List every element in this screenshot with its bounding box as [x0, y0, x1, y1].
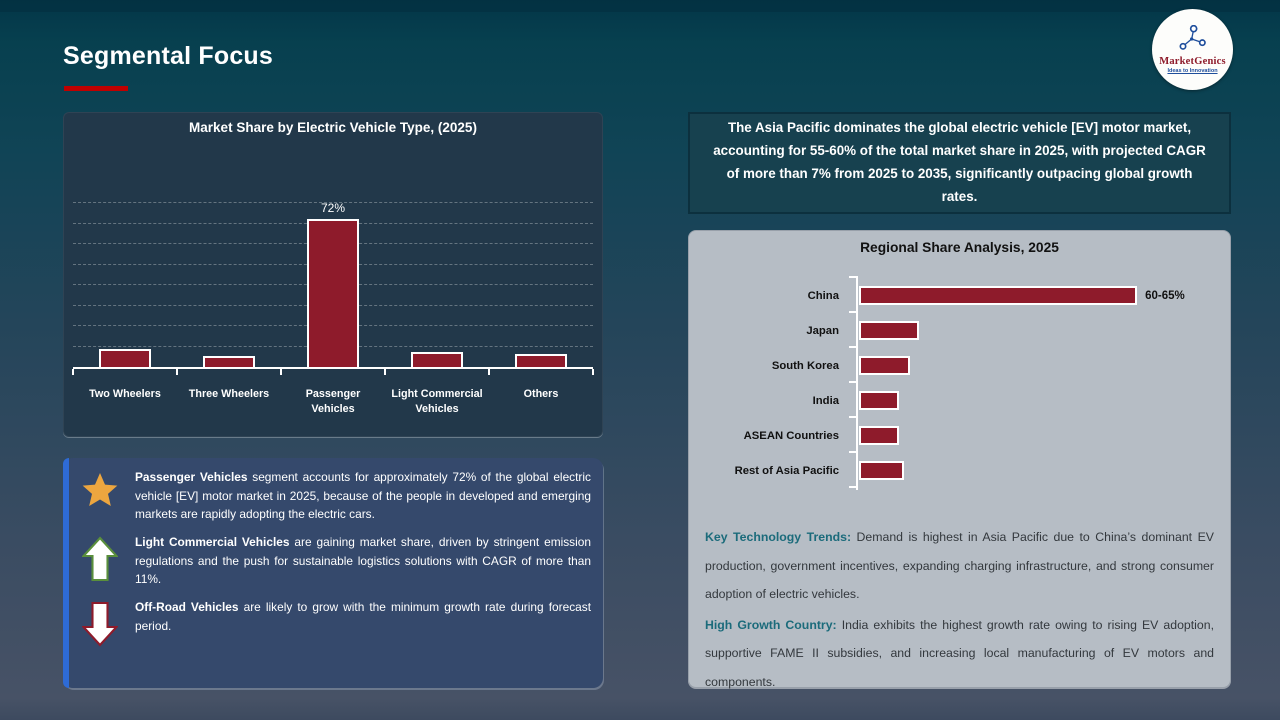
regional-chart: [689, 278, 1230, 488]
bar-4: [411, 352, 463, 367]
ev-type-x-labels: [73, 379, 593, 416]
x-axis-label: Two Wheelers: [89, 388, 161, 400]
regional-chart-title: Regional Share Analysis, 2025: [860, 240, 1059, 255]
ev-type-chart-title: Market Share by Electric Vehicle Type, (2025): [189, 120, 477, 135]
bar-column-4: [385, 203, 489, 367]
bar-column-3: [281, 203, 385, 367]
axis-tick: [849, 486, 856, 488]
bar-column-5: [489, 203, 593, 367]
axis-tick: [72, 369, 74, 375]
y-axis-line: [856, 276, 858, 490]
x-axis-label: Light Commercial Vehicles: [391, 388, 483, 415]
ev-type-plot: [73, 203, 593, 369]
region-label: India: [812, 394, 839, 407]
region-row-3: [689, 348, 1230, 383]
region-bar: [859, 356, 910, 375]
region-row-4: [689, 383, 1230, 418]
regional-notes: [705, 523, 1214, 698]
axis-tick: [384, 369, 386, 375]
apac-headline-text: The Asia Pacific dominates the global electric vehicle [EV] motor market, accounting for 55-60% of the total market share in 2025, with projected CAGR of more than 7% from 2025 to 2035, significantly outpacing global growth rates.: [713, 120, 1206, 204]
regional-panel: [688, 230, 1231, 688]
axis-tick: [488, 369, 490, 375]
apac-headline-box: [688, 112, 1231, 214]
arrow-up-icon: [79, 533, 121, 582]
logo: [1152, 9, 1233, 90]
molecule-icon: [1176, 25, 1210, 55]
bar-5: [515, 354, 567, 367]
bar-column-1: [73, 203, 177, 367]
axis-tick: [849, 381, 856, 383]
axis-tick: [849, 276, 856, 278]
region-bar: [859, 461, 904, 480]
region-label: Japan: [806, 324, 839, 337]
region-row-5: [689, 418, 1230, 453]
region-label: South Korea: [771, 359, 839, 372]
logo-tagline: Ideas to Innovation: [1167, 68, 1218, 74]
axis-tick: [280, 369, 282, 375]
region-bar: [859, 426, 899, 445]
insight-box: [63, 458, 603, 688]
axis-tick: [849, 346, 856, 348]
region-row-6: [689, 453, 1230, 488]
x-axis-label: Others: [523, 388, 559, 400]
bar-column-2: [177, 203, 281, 367]
region-bar: [859, 391, 899, 410]
axis-tick: [849, 451, 856, 453]
region-bar: [859, 321, 919, 340]
insight-text: Off-Road Vehicles are likely to grow with the minimum growth rate during forecast period.: [135, 600, 591, 633]
star-icon: [79, 468, 121, 511]
insight-accent-stripe: [63, 458, 69, 688]
bar-2: [203, 356, 255, 367]
insight-items: [79, 468, 591, 647]
data-label: 72%: [320, 201, 346, 216]
insight-item-3: [79, 598, 591, 647]
data-label: 60-65%: [1145, 289, 1185, 302]
axis-tick: [176, 369, 178, 375]
region-label: ASEAN Countries: [743, 429, 839, 442]
x-axis-label: Passenger Vehicles: [305, 388, 361, 415]
top-strip: [0, 0, 1280, 12]
insight-item-1: [79, 468, 591, 524]
axis-tick: [849, 311, 856, 313]
region-label: Rest of Asia Pacific: [734, 464, 839, 477]
x-axis-label: Three Wheelers: [188, 388, 270, 400]
region-bar: [859, 286, 1137, 305]
arrow-down-icon: [79, 598, 121, 647]
logo-name: MarketGenics: [1159, 56, 1226, 67]
region-row-1: [689, 278, 1230, 313]
axis-tick: [849, 416, 856, 418]
title-underline: [64, 86, 128, 91]
axis-tick: [592, 369, 594, 375]
page-title: Segmental Focus: [63, 42, 273, 70]
insight-text: Light Commercial Vehicles are gaining market share, driven by stringent emission regulations and the push for sustainable logistics solutions with CAGR of more than 11%.: [135, 535, 591, 587]
ev-type-chart-panel: [63, 112, 603, 437]
insight-item-2: [79, 533, 591, 589]
bar-1: [99, 349, 151, 367]
region-row-2: [689, 313, 1230, 348]
insight-text: Passenger Vehicles segment accounts for approximately 72% of the global electric vehicle [EV] motor market in 2025, because of the people in developed and emerging markets are rapidly adopting the electric cars.: [135, 470, 591, 522]
note-1: Key Technology Trends: Demand is highest in Asia Pacific due to China’s dominant EV production, government incentives, expanding charging infrastructure, and strong consumer adoption of electric vehicles.: [705, 530, 1214, 602]
region-label: China: [807, 289, 839, 302]
note-2: High Growth Country: India exhibits the highest growth rate owing to rising EV adoption, supportive FAME II subsidies, and increasing local manufacturing of EV motors and components.: [705, 617, 1214, 689]
bar-3: [307, 219, 359, 367]
